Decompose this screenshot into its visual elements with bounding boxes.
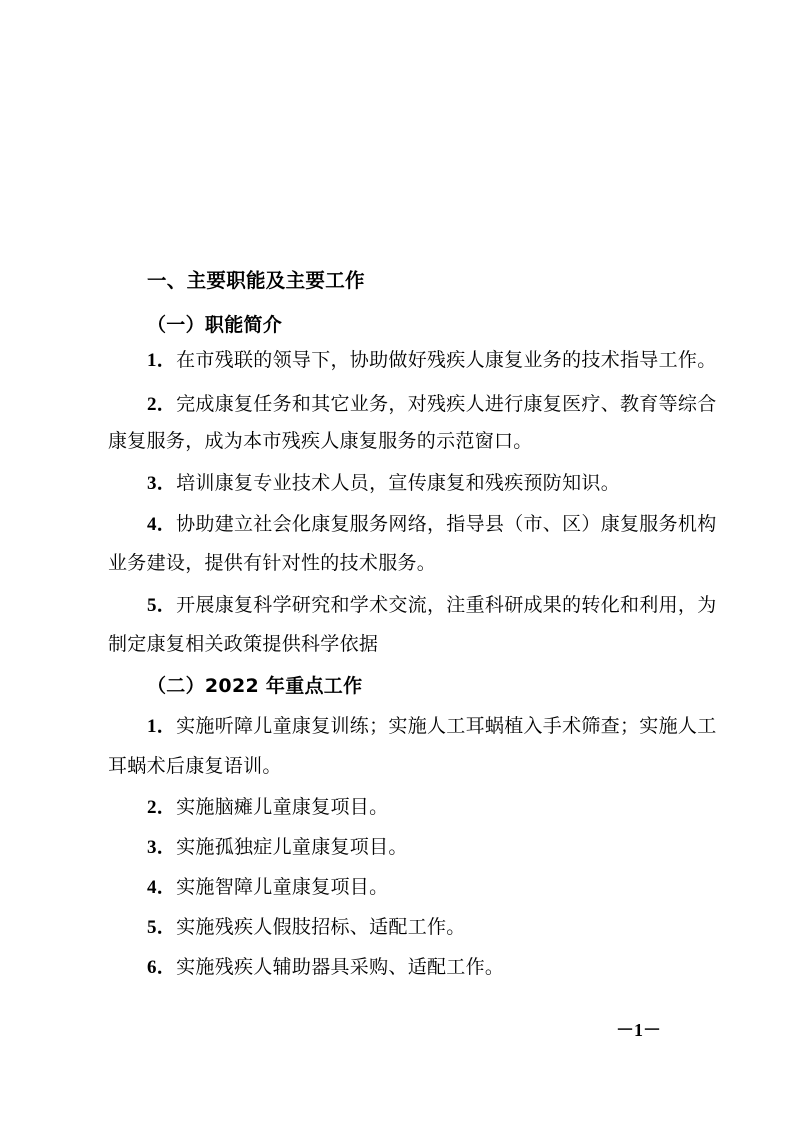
item-number: 3．: [147, 473, 177, 494]
section2-item-1-line-2: 耳蜗术后康复语训。: [108, 755, 282, 777]
item-text: 协助建立社会化康复服务网络，指导县（市、区）康复服务机构: [176, 513, 717, 535]
section2-item-6-line-1: [147, 955, 504, 980]
section2-item-3-line-1: [147, 835, 408, 860]
section2-item-1-line-1: [147, 714, 717, 739]
section1-item-2-line-1: [147, 392, 717, 417]
item-text: 实施残疾人假肢招标、适配工作。: [176, 916, 466, 938]
item-number: 4．: [147, 877, 177, 898]
section1-title: （一）职能简介: [147, 314, 283, 336]
item-text: 完成康复任务和其它业务，对残疾人进行康复医疗、教育等综合: [176, 393, 717, 415]
item-number: 1．: [147, 716, 177, 737]
section1-item-5-line-2: 制定康复相关政策提供科学依据: [108, 633, 379, 655]
item-number: 2．: [147, 394, 177, 415]
section2-item-4-line-1: [147, 875, 388, 900]
item-text: 实施听障儿童康复训练；实施人工耳蜗植入手术筛查；实施人工: [176, 715, 717, 737]
section1-item-2-line-2: 康复服务，成为本市残疾人康复服务的示范窗口。: [108, 430, 533, 452]
section1-item-1-line-1: [147, 348, 717, 373]
section1-item-4-line-1: [147, 512, 717, 537]
main-heading: 一、主要职能及主要工作: [147, 269, 365, 292]
item-text: 培训康复专业技术人员，宣传康复和残疾预防知识。: [176, 472, 621, 494]
item-number: 4．: [147, 514, 177, 535]
item-text: 实施脑瘫儿童康复项目。: [176, 796, 389, 818]
item-text: 实施残疾人辅助器具采购、适配工作。: [176, 956, 505, 978]
section1-item-4-line-2: 业务建设，提供有针对性的技术服务。: [108, 552, 437, 574]
section1-item-3-line-1: [147, 471, 620, 496]
item-text: 开展康复科学研究和学术交流，注重科研成果的转化和利用，为: [176, 594, 717, 616]
item-text: 实施智障儿童康复项目。: [176, 876, 389, 898]
item-text: 实施孤独症儿童康复项目。: [176, 836, 408, 858]
section2-title: （二）2022 年重点工作: [147, 675, 363, 697]
item-number: 3．: [147, 837, 177, 858]
section1-item-5-line-1: [147, 593, 717, 618]
item-number: 1．: [147, 350, 177, 371]
section2-item-2-line-1: [147, 795, 388, 820]
item-number: 2．: [147, 797, 177, 818]
item-number: 6．: [147, 957, 177, 978]
item-number: 5．: [147, 595, 177, 616]
section2-item-5-line-1: [147, 915, 466, 940]
page-number: －1－: [616, 1020, 661, 1040]
item-number: 5．: [147, 917, 177, 938]
item-text: 在市残联的领导下，协助做好残疾人康复业务的技术指导工作。: [176, 349, 717, 371]
